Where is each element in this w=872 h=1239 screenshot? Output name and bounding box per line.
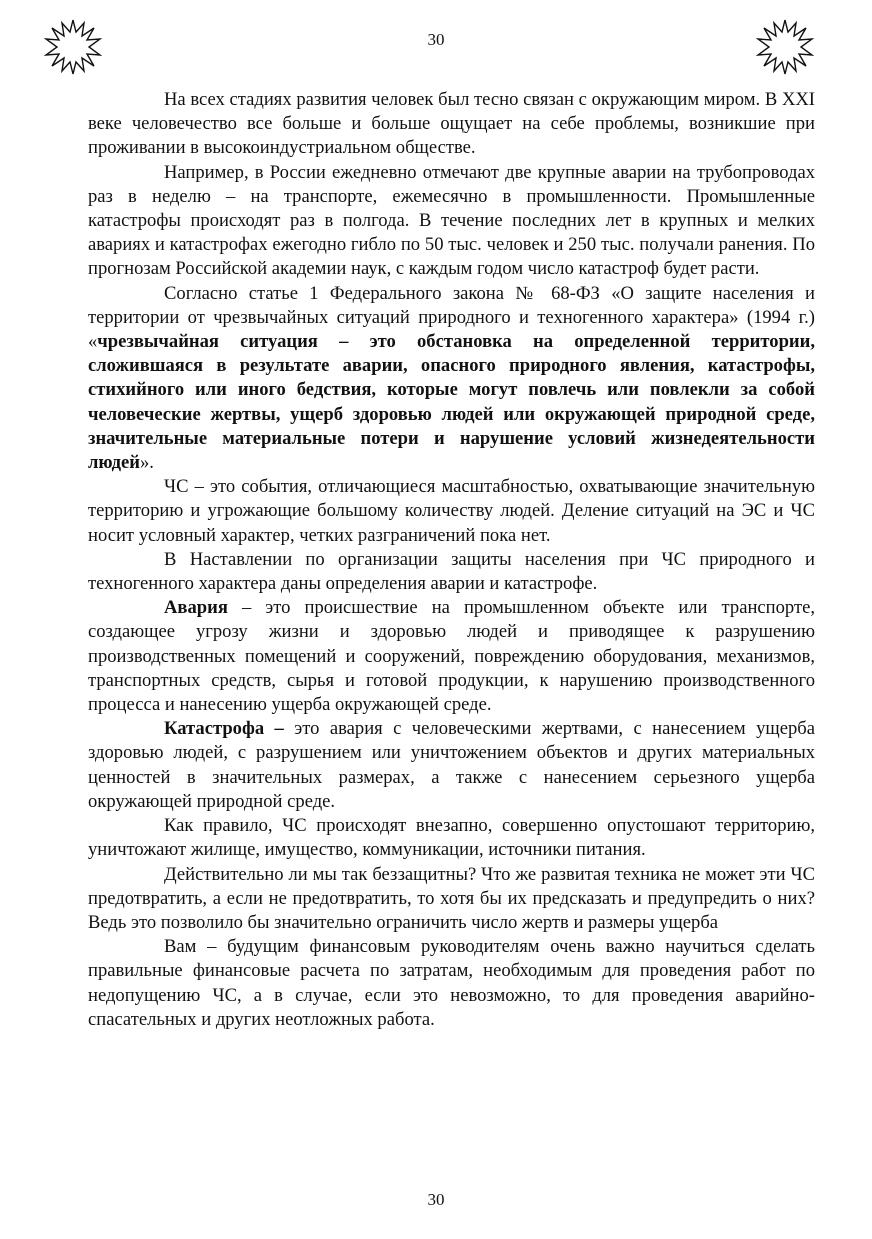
term-catastrophe: Катастрофа – [164, 718, 284, 740]
definition-catastrophe: это авария с человеческими жертвами, с нанесением ущерба здоровью людей, с разрушением или уничтожением объектов и других материальных ценностей в значительных размерах, а также с нанесением серьезного ущерба окружающей природной среде. [88, 718, 816, 812]
paragraph-catastrophe [88, 717, 815, 814]
quote-close: ». [139, 452, 154, 474]
body-text [88, 88, 815, 1032]
term-accident: Авария [164, 597, 228, 619]
paragraph: Действительно ли мы так беззащитны? Что же развитая техника не может эти ЧС предотвратить, а если не предотвратить, то хотя бы их предсказать и предупредить о них? Ведь это позволило бы значительно ограничить число жертв и размеры ущерба [88, 863, 815, 933]
page-number-bottom: 30 [427, 1190, 445, 1209]
paragraph-accident [88, 596, 815, 717]
law-citation: Согласно статье 1 Федерального закона № 68-ФЗ «О защите населения и территории от чрезвычайных ситуаций природного и техногенного характера» (1994 г.) « [88, 282, 815, 353]
paragraph: На всех стадиях развития человек был тесно связан с окружающим миром. В XXI веке человечество все больше и больше ощущает на себе проблемы, возникшие при проживании в высокоиндустриальном обществе. [88, 89, 815, 159]
page-number-top: 30 [427, 30, 445, 49]
paragraph: Как правило, ЧС происходят внезапно, совершенно опустошают территорию, уничтожают жилище, имущество, коммуникации, источники питания. [88, 815, 815, 861]
paragraph: В Наставлении по организации защиты населения при ЧС природного и техногенного характера даны определения аварии и катастрофе. [88, 548, 815, 595]
emergency-definition: чрезвычайная ситуация – это обстановка на определенной территории, сложившаяся в результате аварии, опасного природного явления, катастрофы, стихийного или иного бедствия, которые могут повлечь или повлекли за собой человеческие жертвы, ущерб здоровью людей или окружающей природной среде, значительные материальные потери и нарушение условий жизнедеятельности людей [88, 331, 815, 474]
paragraph: Например, в России ежедневно отмечают две крупные аварии на трубопроводах раз в неделю – на транспорте, ежемесячно в промышленности. Промышленные катастрофы происходят раз в полгода. В течение последних лет в крупных и мелких авариях и катастрофах ежегодно гибло по 50 тыс. человек и 250 тыс. получали ранения. По прогнозам Российской академии наук, с каждым годом число катастроф будет расти. [88, 161, 815, 280]
paragraph: ЧС – это события, отличающиеся масштабностью, охватывающие значительную территорию и угрожающие большому количеству людей. Деление ситуаций на ЭС и ЧС носит условный характер, четких разграничений пока нет. [88, 476, 815, 546]
starburst-ornament-right [756, 18, 814, 76]
definition-accident: – это происшествие на промышленном объекте или транспорте, создающее угрозу жизни и здоровью людей и приводящее к разрушению производственных помещений и сооружений, повреждению оборудования, механизмов, транспортных средств, сырья и готовой продукции, к нарушению производственного процесса и нанесению ущерба окружающей среде. [88, 597, 815, 716]
paragraph: Вам – будущим финансовым руководителям очень важно научиться сделать правильные финансовые расчета по затратам, необходимым для проведения работ по недопущению ЧС, а в случае, если это невозможно, то для проведения аварийно-спасательных и других неотложных работа. [88, 936, 815, 1030]
paragraph-definition [88, 282, 815, 476]
